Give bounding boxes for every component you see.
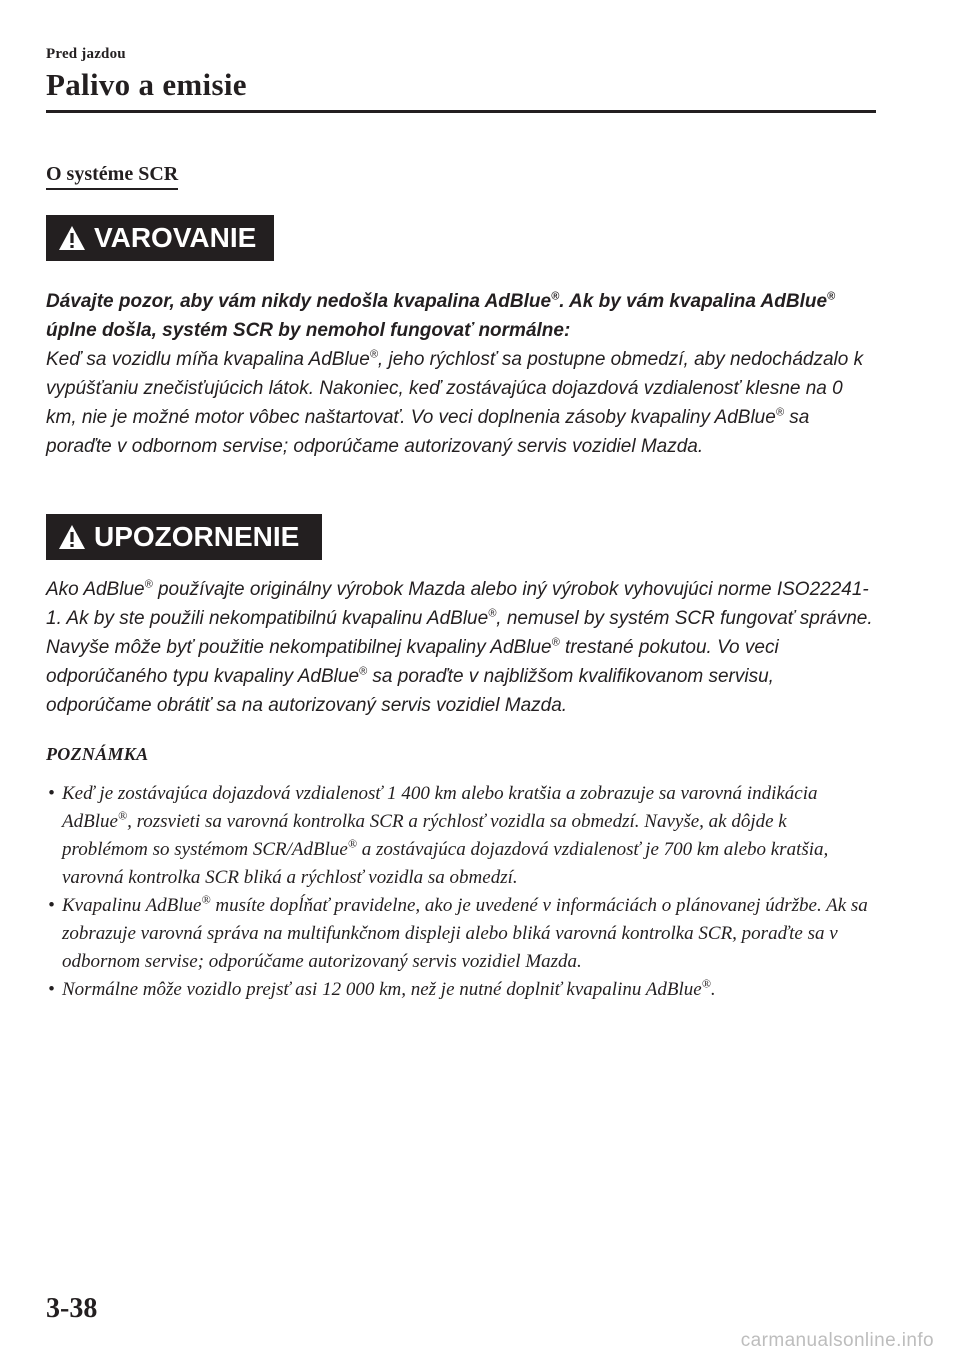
warning-label: [46, 215, 274, 261]
registered-mark: ®: [827, 290, 836, 303]
list-item: • Kvapalinu AdBlue® musíte dopĺňať pravidelne, ako je uvedené v informáciách o plánovanej údržbe. Ak sa zobrazuje varovná správa na multifunkčnom displeji alebo bliká varovná kontrolka SCR, poraďte sa v odbornom servise; odporúčame autorizovaný servis vozidiel Mazda.: [48, 892, 868, 972]
section-title: O systéme SCR: [46, 163, 178, 190]
caution-body: Ako AdBlue® používajte originálny výrobok Mazda alebo iný výrobok vyhovujúci norme ISO22241-1. Ak by ste použili nekompatibilnú kvapalinu AdBlue®, nemusel by systém SCR fungovať správne. Navyše môže byť použitie nekompatibilnej kvapaliny AdBlue® trestané pokutou. Vo veci odporúčaného typu kvapaliny AdBlue® sa poraďte v najbližšom kvalifikovanom servisu, odporúčame obrátiť sa na autorizovaný servis vozidiel Mazda.: [46, 578, 873, 716]
caution-triangle-icon: [58, 524, 86, 550]
registered-mark: ®: [347, 836, 357, 851]
warning-lead: Dávajte pozor, aby vám nikdy nedošla kvapalina AdBlue®. Ak by vám kvapalina AdBlue® úplne došla, systém SCR by nemohol fungovať normálne:: [46, 290, 836, 341]
note-list: [46, 780, 876, 1004]
registered-mark: ®: [488, 607, 497, 620]
list-item: • Keď je zostávajúca dojazdová vzdialenosť 1 400 km alebo kratšia a zobrazuje sa varovná indikácia AdBlue®, rozsvieti sa varovná kontrolka SCR a rýchlosť vozidla sa obmedzí. Navyše, ak dôjde k problémom so systémom SCR/AdBlue® a zostávajúca dojazdová vzdialenosť je 700 km alebo kratšia, varovná kontrolka SCR bliká a rýchlosť vozidla sa obmedzí.: [46, 780, 876, 892]
caution-label-text: UPOZORNENIE: [94, 521, 300, 552]
registered-mark: ®: [369, 348, 378, 361]
page-number: 3-38: [46, 1293, 98, 1324]
note-title: POZNÁMKA: [46, 744, 149, 764]
caution-label: [46, 514, 322, 560]
chapter-title: Palivo a emisie: [46, 67, 247, 102]
list-item: • Normálne môže vozidlo prejsť asi 12 000 km, než je nutné doplniť kvapalinu AdBlue®.: [46, 976, 876, 1004]
registered-mark: ®: [144, 578, 153, 591]
registered-mark: ®: [117, 808, 128, 823]
watermark: carmanualsonline.info: [740, 1330, 934, 1351]
warning-triangle-icon: [58, 225, 86, 251]
registered-mark: ®: [775, 406, 784, 419]
breadcrumb: Pred jazdou: [46, 46, 126, 62]
bullet-icon: •: [48, 979, 55, 1000]
registered-mark: ®: [551, 290, 560, 303]
bullet-icon: •: [48, 895, 55, 916]
registered-mark: ®: [701, 976, 711, 991]
registered-mark: ®: [551, 636, 560, 649]
header-divider: [46, 110, 876, 113]
warning-body: Keď sa vozidlu míňa kvapalina AdBlue®, jeho rýchlosť sa postupne obmedzí, aby nedochádzalo k vypúšťaniu znečisťujúcich látok. Nakoniec, keď zostávajúca dojazdová vzdialenosť klesne na 0 km, nie je možné motor vôbec naštartovať. Vo veci doplnenia zásoby kvapaliny AdBlue® sa poraďte v odbornom servise; odporúčame autorizovaný servis vozidiel Mazda.: [46, 348, 864, 457]
warning-label-text: VAROVANIE: [94, 222, 257, 253]
page-header: [46, 46, 247, 103]
bullet-icon: •: [48, 783, 55, 804]
registered-mark: ®: [201, 892, 211, 907]
registered-mark: ®: [359, 665, 368, 678]
